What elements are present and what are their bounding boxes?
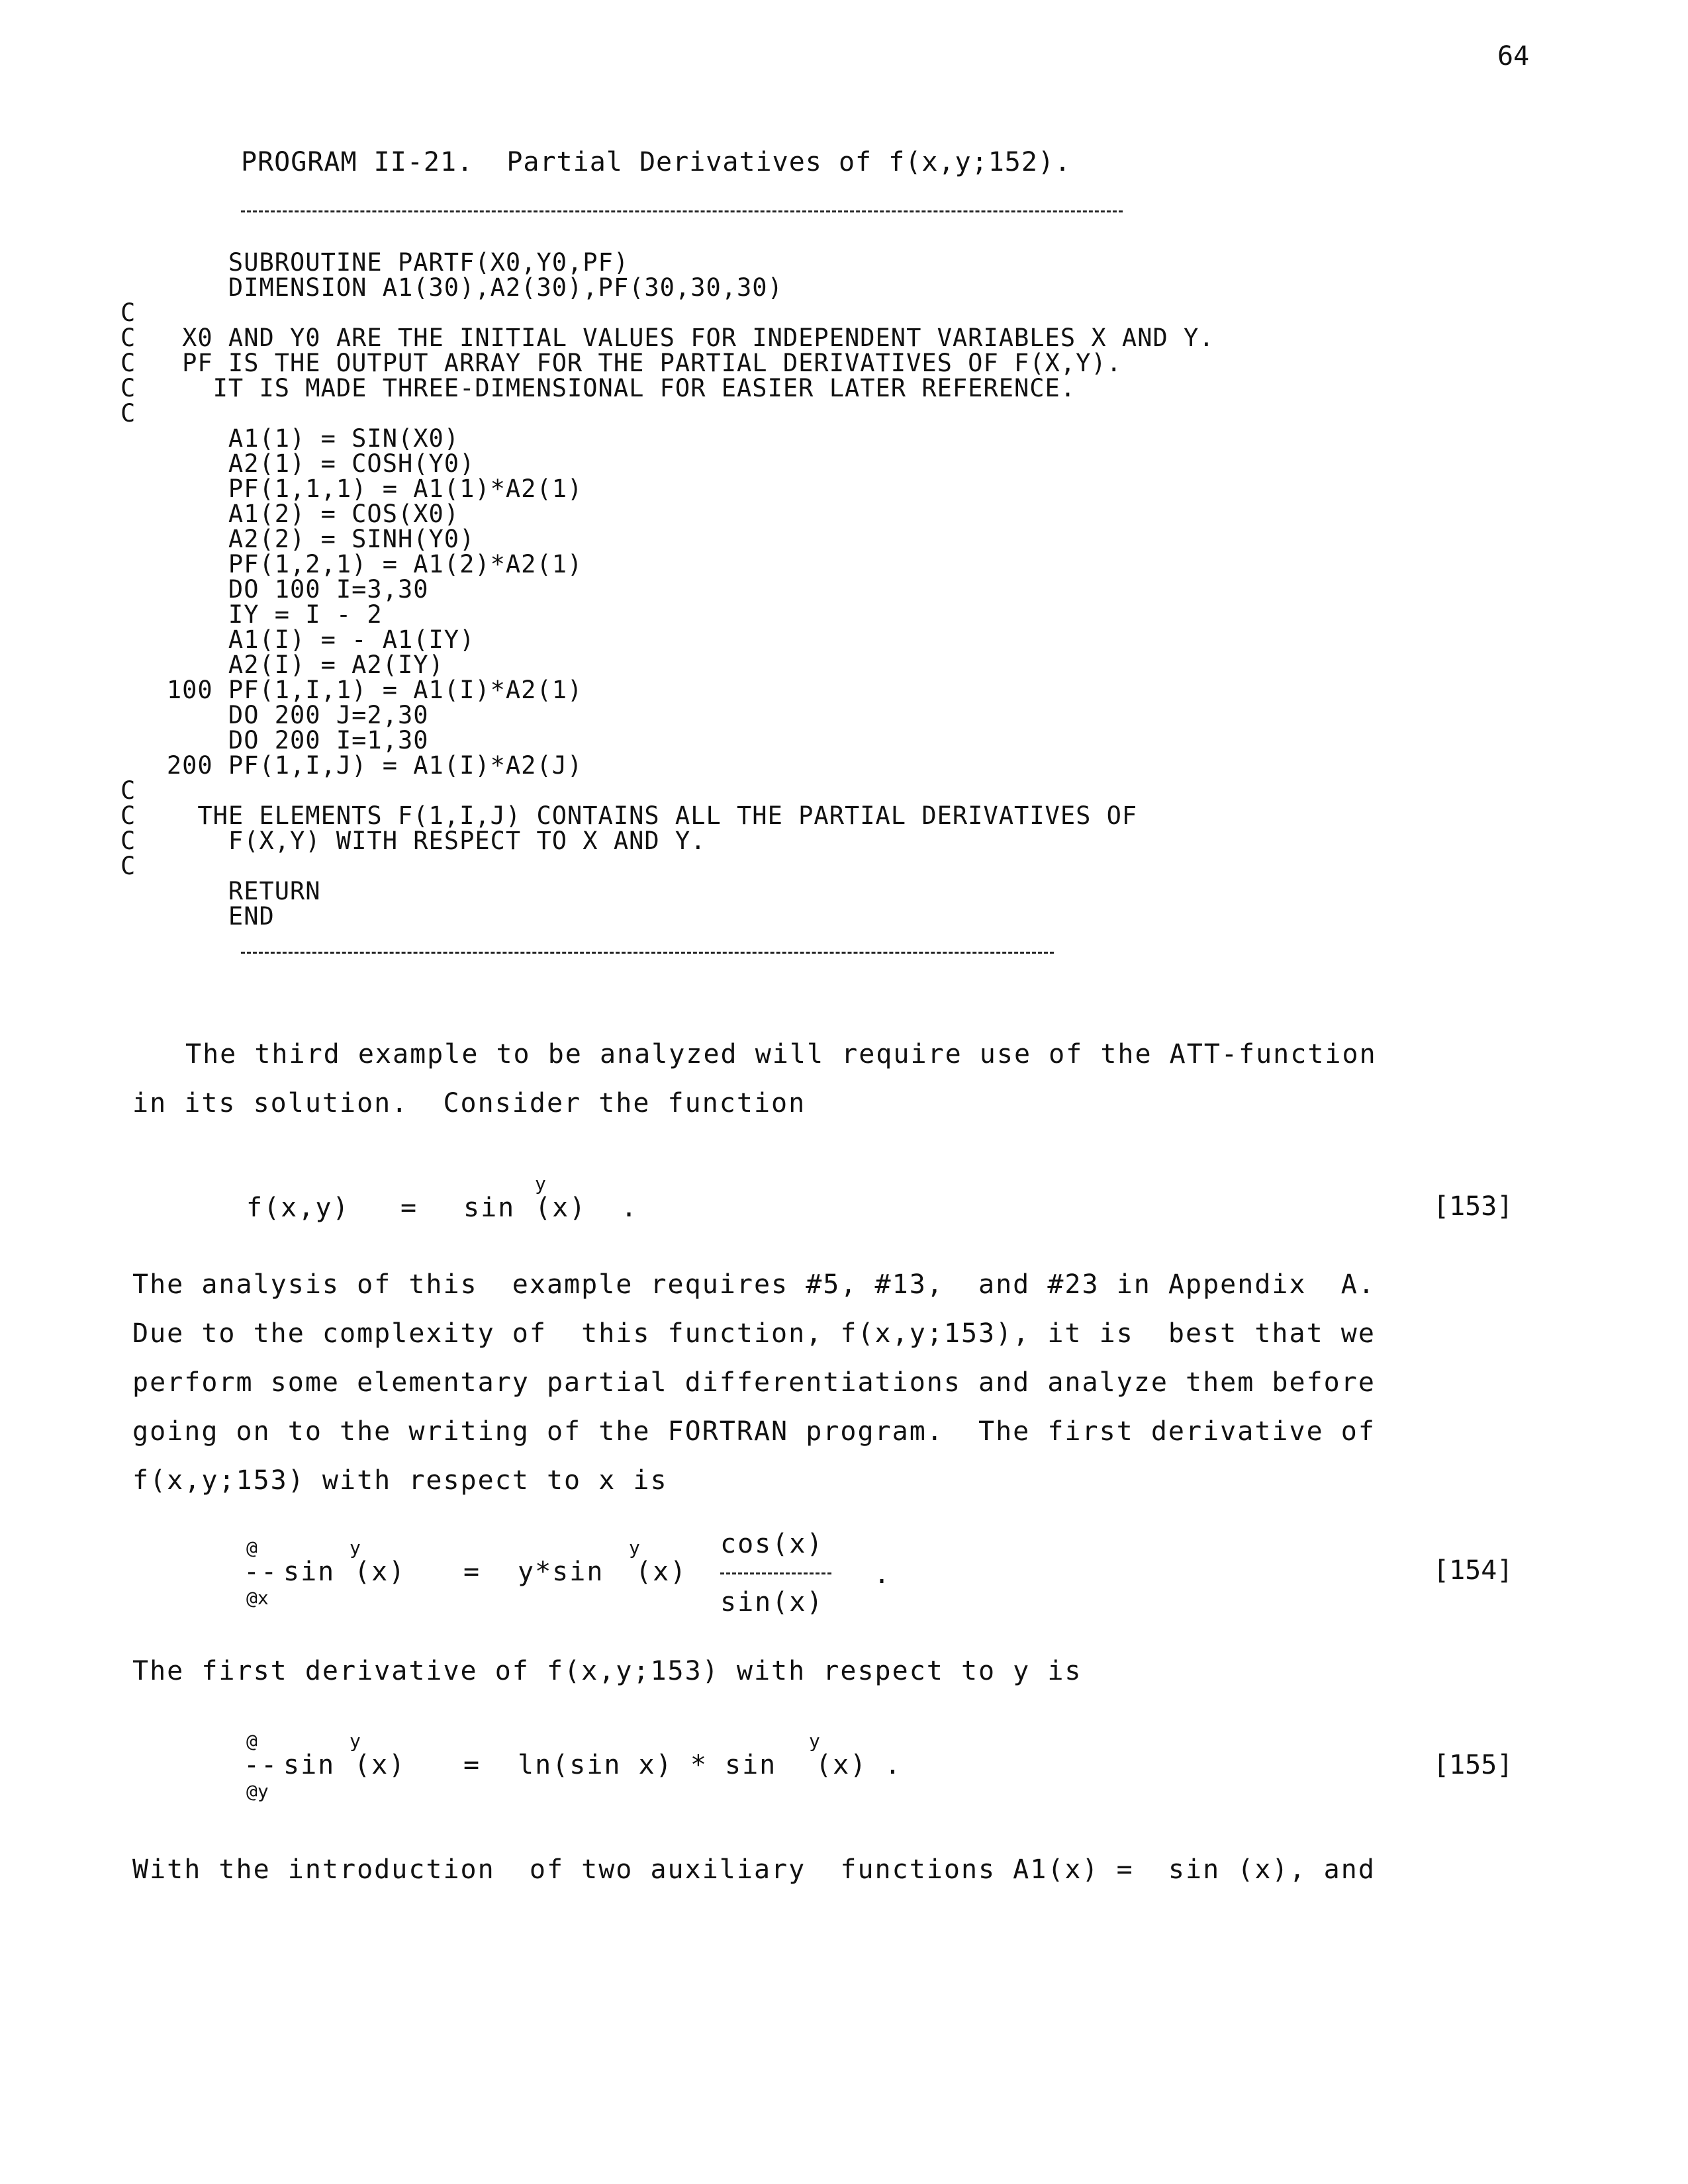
eq154-end: .	[874, 1559, 892, 1590]
eq153-arg: (x)	[535, 1193, 587, 1223]
page-number: 64	[1497, 41, 1530, 71]
eq154-equals: =	[463, 1557, 481, 1587]
code-line: C	[120, 776, 136, 805]
eq154-fraction-denominator: sin(x)	[720, 1587, 824, 1617]
eq154-partial-bottom: @x	[246, 1587, 269, 1609]
eq154-arg: (x)	[354, 1557, 406, 1587]
code-line: A1(2) = COS(X0)	[120, 500, 460, 528]
eq154-partial-top: @	[246, 1537, 258, 1559]
eq153-superscript: y	[535, 1173, 546, 1195]
code-line: RETURN	[120, 877, 321, 905]
code-line: A1(1) = SIN(X0)	[120, 424, 460, 453]
eq154-fraction-numerator: cos(x)	[720, 1529, 824, 1559]
paragraph-1-line-2: in its solution. Consider the function	[132, 1088, 806, 1118]
code-line: PF(1,2,1) = A1(2)*A2(1)	[120, 550, 583, 578]
paragraph-3-line-1: The first derivative of f(x,y;153) with respect to y is	[132, 1656, 1082, 1686]
eq155-number: [155]	[1433, 1750, 1513, 1780]
eq154-superscript: y	[350, 1537, 361, 1559]
code-line: A2(1) = COSH(Y0)	[120, 449, 475, 478]
eq155-rhs-superscript: y	[809, 1730, 820, 1752]
code-end-rule	[241, 952, 1054, 954]
paragraph-2-line-1: The analysis of this example requires #5, #13, and #23 in Appendix A.	[132, 1269, 1376, 1300]
code-line: A2(2) = SINH(Y0)	[120, 525, 475, 553]
eq155-equals: =	[463, 1750, 481, 1780]
eq154-rhs-superscript: y	[629, 1537, 640, 1559]
code-line: C X0 AND Y0 ARE THE INITIAL VALUES FOR INDEPENDENT VARIABLES X AND Y.	[120, 324, 1215, 352]
eq153-end: .	[621, 1193, 639, 1223]
eq154-dashes: --	[244, 1557, 279, 1587]
eq154-number: [154]	[1433, 1555, 1513, 1586]
eq155-dashes: --	[244, 1750, 279, 1780]
eq155-partial-top: @	[246, 1730, 258, 1752]
code-line: DO 200 J=2,30	[120, 701, 429, 729]
eq155-superscript: y	[350, 1730, 361, 1752]
paragraph-1-line-1: The third example to be analyzed will require use of the ATT-function	[185, 1039, 1377, 1069]
paragraph-2-line-4: going on to the writing of the FORTRAN program. The first derivative of	[132, 1416, 1376, 1447]
code-line: DIMENSION A1(30),A2(30),PF(30,30,30)	[120, 273, 783, 302]
eq153-lhs: f(x,y)	[246, 1193, 350, 1223]
code-line: DO 200 I=1,30	[120, 726, 429, 754]
program-title: PROGRAM II-21. Partial Derivatives of f(x,y;152).	[241, 147, 1072, 177]
code-line: 100 PF(1,I,1) = A1(I)*A2(1)	[120, 676, 583, 704]
eq153-number: [153]	[1433, 1191, 1513, 1222]
eq154-func: sin	[283, 1557, 336, 1587]
paragraph-4-line-1: With the introduction of two auxiliary functions A1(x) = sin (x), and	[132, 1854, 1376, 1885]
title-rule	[241, 210, 1123, 212]
paragraph-2-line-3: perform some elementary partial differentiations and analyze them before	[132, 1367, 1376, 1398]
code-line: 200 PF(1,I,J) = A1(I)*A2(J)	[120, 751, 583, 780]
eq155-partial-bottom: @y	[246, 1780, 269, 1802]
code-line: PF(1,1,1) = A1(1)*A2(1)	[120, 475, 583, 503]
eq154-rhs-arg: (x)	[635, 1557, 688, 1587]
code-line: A2(I) = A2(IY)	[120, 651, 444, 679]
code-line: C	[120, 399, 136, 428]
eq155-rhs: ln(sin x) * sin	[518, 1750, 777, 1780]
code-line: END	[120, 902, 275, 931]
eq153-equals: =	[400, 1193, 418, 1223]
code-line: DO 100 I=3,30	[120, 575, 429, 604]
fortran-code-listing	[120, 250, 1215, 929]
eq153-func: sin	[463, 1193, 516, 1223]
eq155-rhs-arg: (x) .	[816, 1750, 902, 1780]
code-line: C IT IS MADE THREE-DIMENSIONAL FOR EASIER LATER REFERENCE.	[120, 374, 1076, 402]
code-line: C THE ELEMENTS F(1,I,J) CONTAINS ALL THE PARTIAL DERIVATIVES OF	[120, 801, 1138, 830]
code-line: C	[120, 852, 136, 880]
eq154-fraction-bar	[720, 1572, 831, 1574]
paragraph-2-line-2: Due to the complexity of this function, f(x,y;153), it is best that we	[132, 1318, 1376, 1349]
code-line: C PF IS THE OUTPUT ARRAY FOR THE PARTIAL DERIVATIVES OF F(X,Y).	[120, 349, 1122, 377]
paragraph-2-line-5: f(x,y;153) with respect to x is	[132, 1465, 668, 1496]
eq154-rhs-prefix: y*sin	[518, 1557, 604, 1587]
eq155-arg: (x)	[354, 1750, 406, 1780]
code-line: C F(X,Y) WITH RESPECT TO X AND Y.	[120, 827, 706, 855]
code-line: IY = I - 2	[120, 600, 383, 629]
eq155-func: sin	[283, 1750, 336, 1780]
code-line: A1(I) = - A1(IY)	[120, 625, 475, 654]
code-line: C	[120, 298, 136, 327]
code-line: SUBROUTINE PARTF(X0,Y0,PF)	[120, 248, 630, 277]
